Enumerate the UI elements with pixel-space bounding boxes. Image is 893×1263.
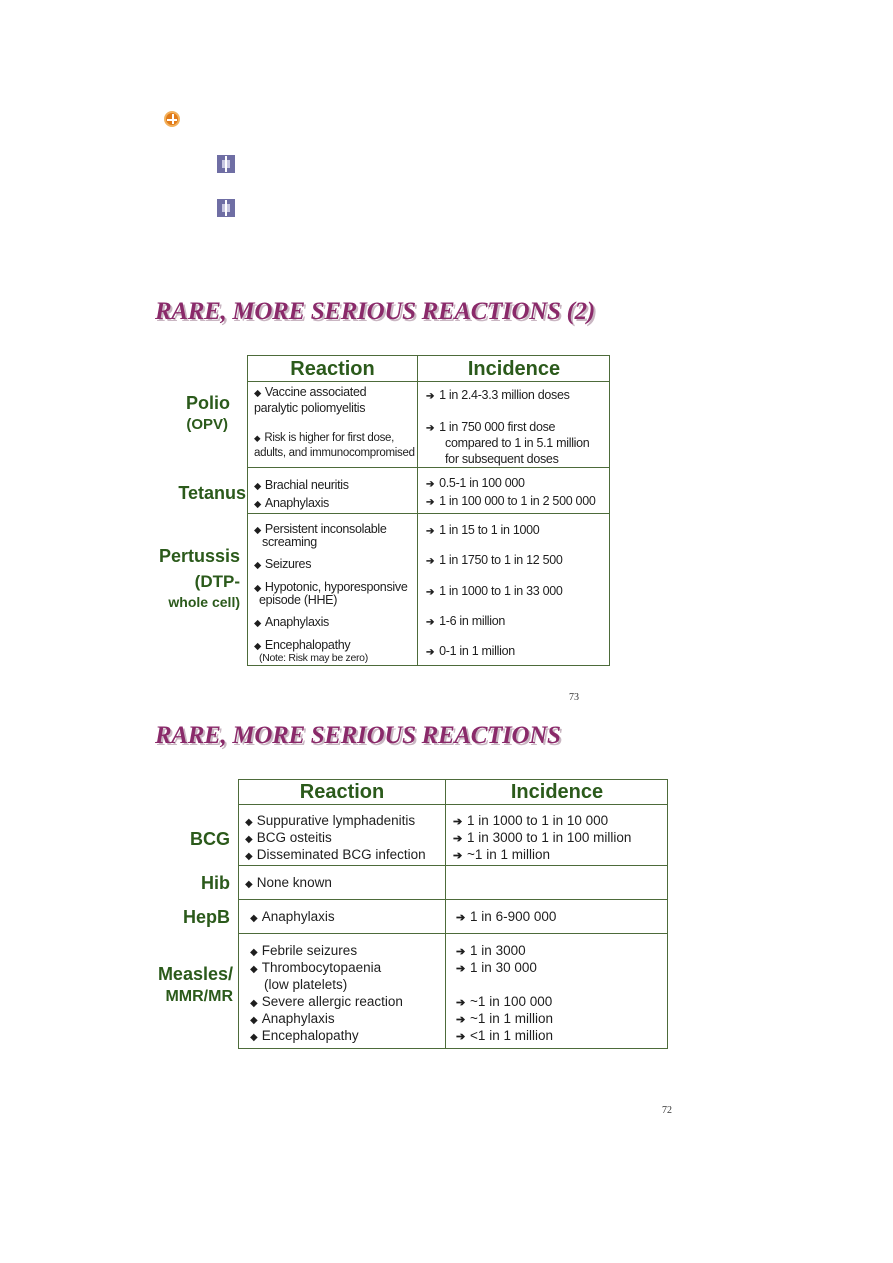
vaccine-label-tetanus: Tetanus xyxy=(178,483,246,503)
vaccine-sub-polio: (OPV) xyxy=(186,416,228,433)
incidence-cell: for subsequent doses xyxy=(445,452,559,466)
incidence-cell: ➔ 1 in 3000 xyxy=(456,943,526,958)
reaction-cell: ◆ Thrombocytopaenia xyxy=(250,960,382,975)
reaction-cell: ◆ BCG osteitis xyxy=(245,830,332,845)
reactions-table-2 xyxy=(238,779,668,1049)
incidence-cell: ➔ ~1 in 1 million xyxy=(456,1011,553,1026)
incidence-cell: ➔ 1 in 2.4-3.3 million doses xyxy=(426,388,570,402)
incidence-cell: compared to 1 in 5.1 million xyxy=(445,436,590,450)
reaction-cell: adults, and immunocompromised xyxy=(254,447,415,459)
reaction-cell: ◆ Vaccine associated xyxy=(254,385,367,399)
reaction-cell: ◆ Brachial neuritis xyxy=(254,478,349,492)
reaction-cell: screaming xyxy=(262,535,317,549)
reaction-cell: ◆ Anaphylaxis xyxy=(254,496,330,510)
incidence-cell: ➔ 1 in 6-900 000 xyxy=(456,909,557,924)
incidence-cell: ➔ 1-6 in million xyxy=(426,614,506,628)
incidence-cell: ➔ 1 in 1000 to 1 in 10 000 xyxy=(453,813,609,828)
incidence-cell: ➔ <1 in 1 million xyxy=(456,1028,553,1043)
incidence-cell: ➔ 1 in 15 to 1 in 1000 xyxy=(426,523,540,537)
reaction-cell: episode (HHE) xyxy=(259,593,338,607)
header-reaction: Reaction xyxy=(290,358,375,380)
vaccine-label-measles: Measles/ xyxy=(157,964,233,984)
reaction-cell: ◆ Febrile seizures xyxy=(250,943,358,958)
reaction-cell: ◆ Encephalopathy xyxy=(250,1028,359,1043)
vaccine-label-hib: Hib xyxy=(201,873,230,893)
reaction-cell: paralytic poliomyelitis xyxy=(254,401,366,415)
header-reaction: Reaction xyxy=(299,781,385,803)
incidence-cell: ➔ 0-1 in 1 million xyxy=(426,644,515,658)
reaction-note: (Note: Risk may be zero) xyxy=(259,652,368,664)
reaction-cell: ◆ Anaphylaxis xyxy=(250,909,335,924)
reaction-cell: ◆ Anaphylaxis xyxy=(250,1011,335,1026)
reaction-cell: ◆ Suppurative lymphadenitis xyxy=(245,813,416,828)
incidence-cell: ➔ 1 in 3000 to 1 in 100 million xyxy=(453,830,632,845)
vaccine-label-polio: Polio xyxy=(186,393,230,413)
vaccine-label-bcg: BCG xyxy=(190,829,230,849)
slide-title: RARE, MORE SERIOUS REACTIONS (2) xyxy=(155,298,595,325)
reaction-cell: ◆ Persistent inconsolable xyxy=(254,522,387,536)
reaction-cell: ◆ Disseminated BCG infection xyxy=(245,847,426,862)
incidence-cell: ➔ 0.5-1 in 100 000 xyxy=(426,476,525,490)
page-number: 72 xyxy=(662,1105,672,1116)
header-incidence: Incidence xyxy=(510,781,604,803)
incidence-cell: ➔ 1 in 30 000 xyxy=(456,960,537,975)
incidence-cell: ➔ ~1 in 1 million xyxy=(453,847,550,862)
reaction-cell: ◆ Seizures xyxy=(254,557,312,571)
vaccine-sub-pertussis: (DTP- xyxy=(194,572,240,591)
reactions-table-1 xyxy=(247,355,610,666)
vaccine-sub-pertussis-2: whole cell) xyxy=(168,594,240,610)
square-bullet-icon xyxy=(217,155,235,173)
incidence-cell: ➔ ~1 in 100 000 xyxy=(456,994,553,1009)
reaction-cell: ◆ Encephalopathy xyxy=(254,638,351,652)
vaccine-label-pertussis: Pertussis xyxy=(158,546,240,566)
header-incidence: Incidence xyxy=(467,358,561,380)
reaction-cell: ◆ Risk is higher for first dose, xyxy=(254,432,395,444)
reaction-cell: ◆ Anaphylaxis xyxy=(254,615,330,629)
vaccine-label-hepb: HepB xyxy=(182,907,230,927)
slide-title: RARE, MORE SERIOUS REACTIONS xyxy=(155,722,561,749)
incidence-cell: ➔ 1 in 750 000 first dose xyxy=(426,420,556,434)
incidence-cell: ➔ 1 in 1750 to 1 in 12 500 xyxy=(426,553,563,567)
reaction-cell: ◆ None known xyxy=(245,875,332,890)
incidence-cell: ➔ 1 in 1000 to 1 in 33 000 xyxy=(426,584,563,598)
orange-target-bullet-icon xyxy=(164,111,180,127)
incidence-cell: ➔ 1 in 100 000 to 1 in 2 500 000 xyxy=(426,494,596,508)
vaccine-sub-measles: MMR/MR xyxy=(165,988,233,1005)
reaction-cell: ◆ Severe allergic reaction xyxy=(250,994,403,1009)
square-bullet-icon xyxy=(217,199,235,217)
reaction-cell: (low platelets) xyxy=(264,977,348,992)
page-number: 73 xyxy=(569,692,579,703)
reaction-cell: ◆ Hypotonic, hyporesponsive xyxy=(254,580,408,594)
